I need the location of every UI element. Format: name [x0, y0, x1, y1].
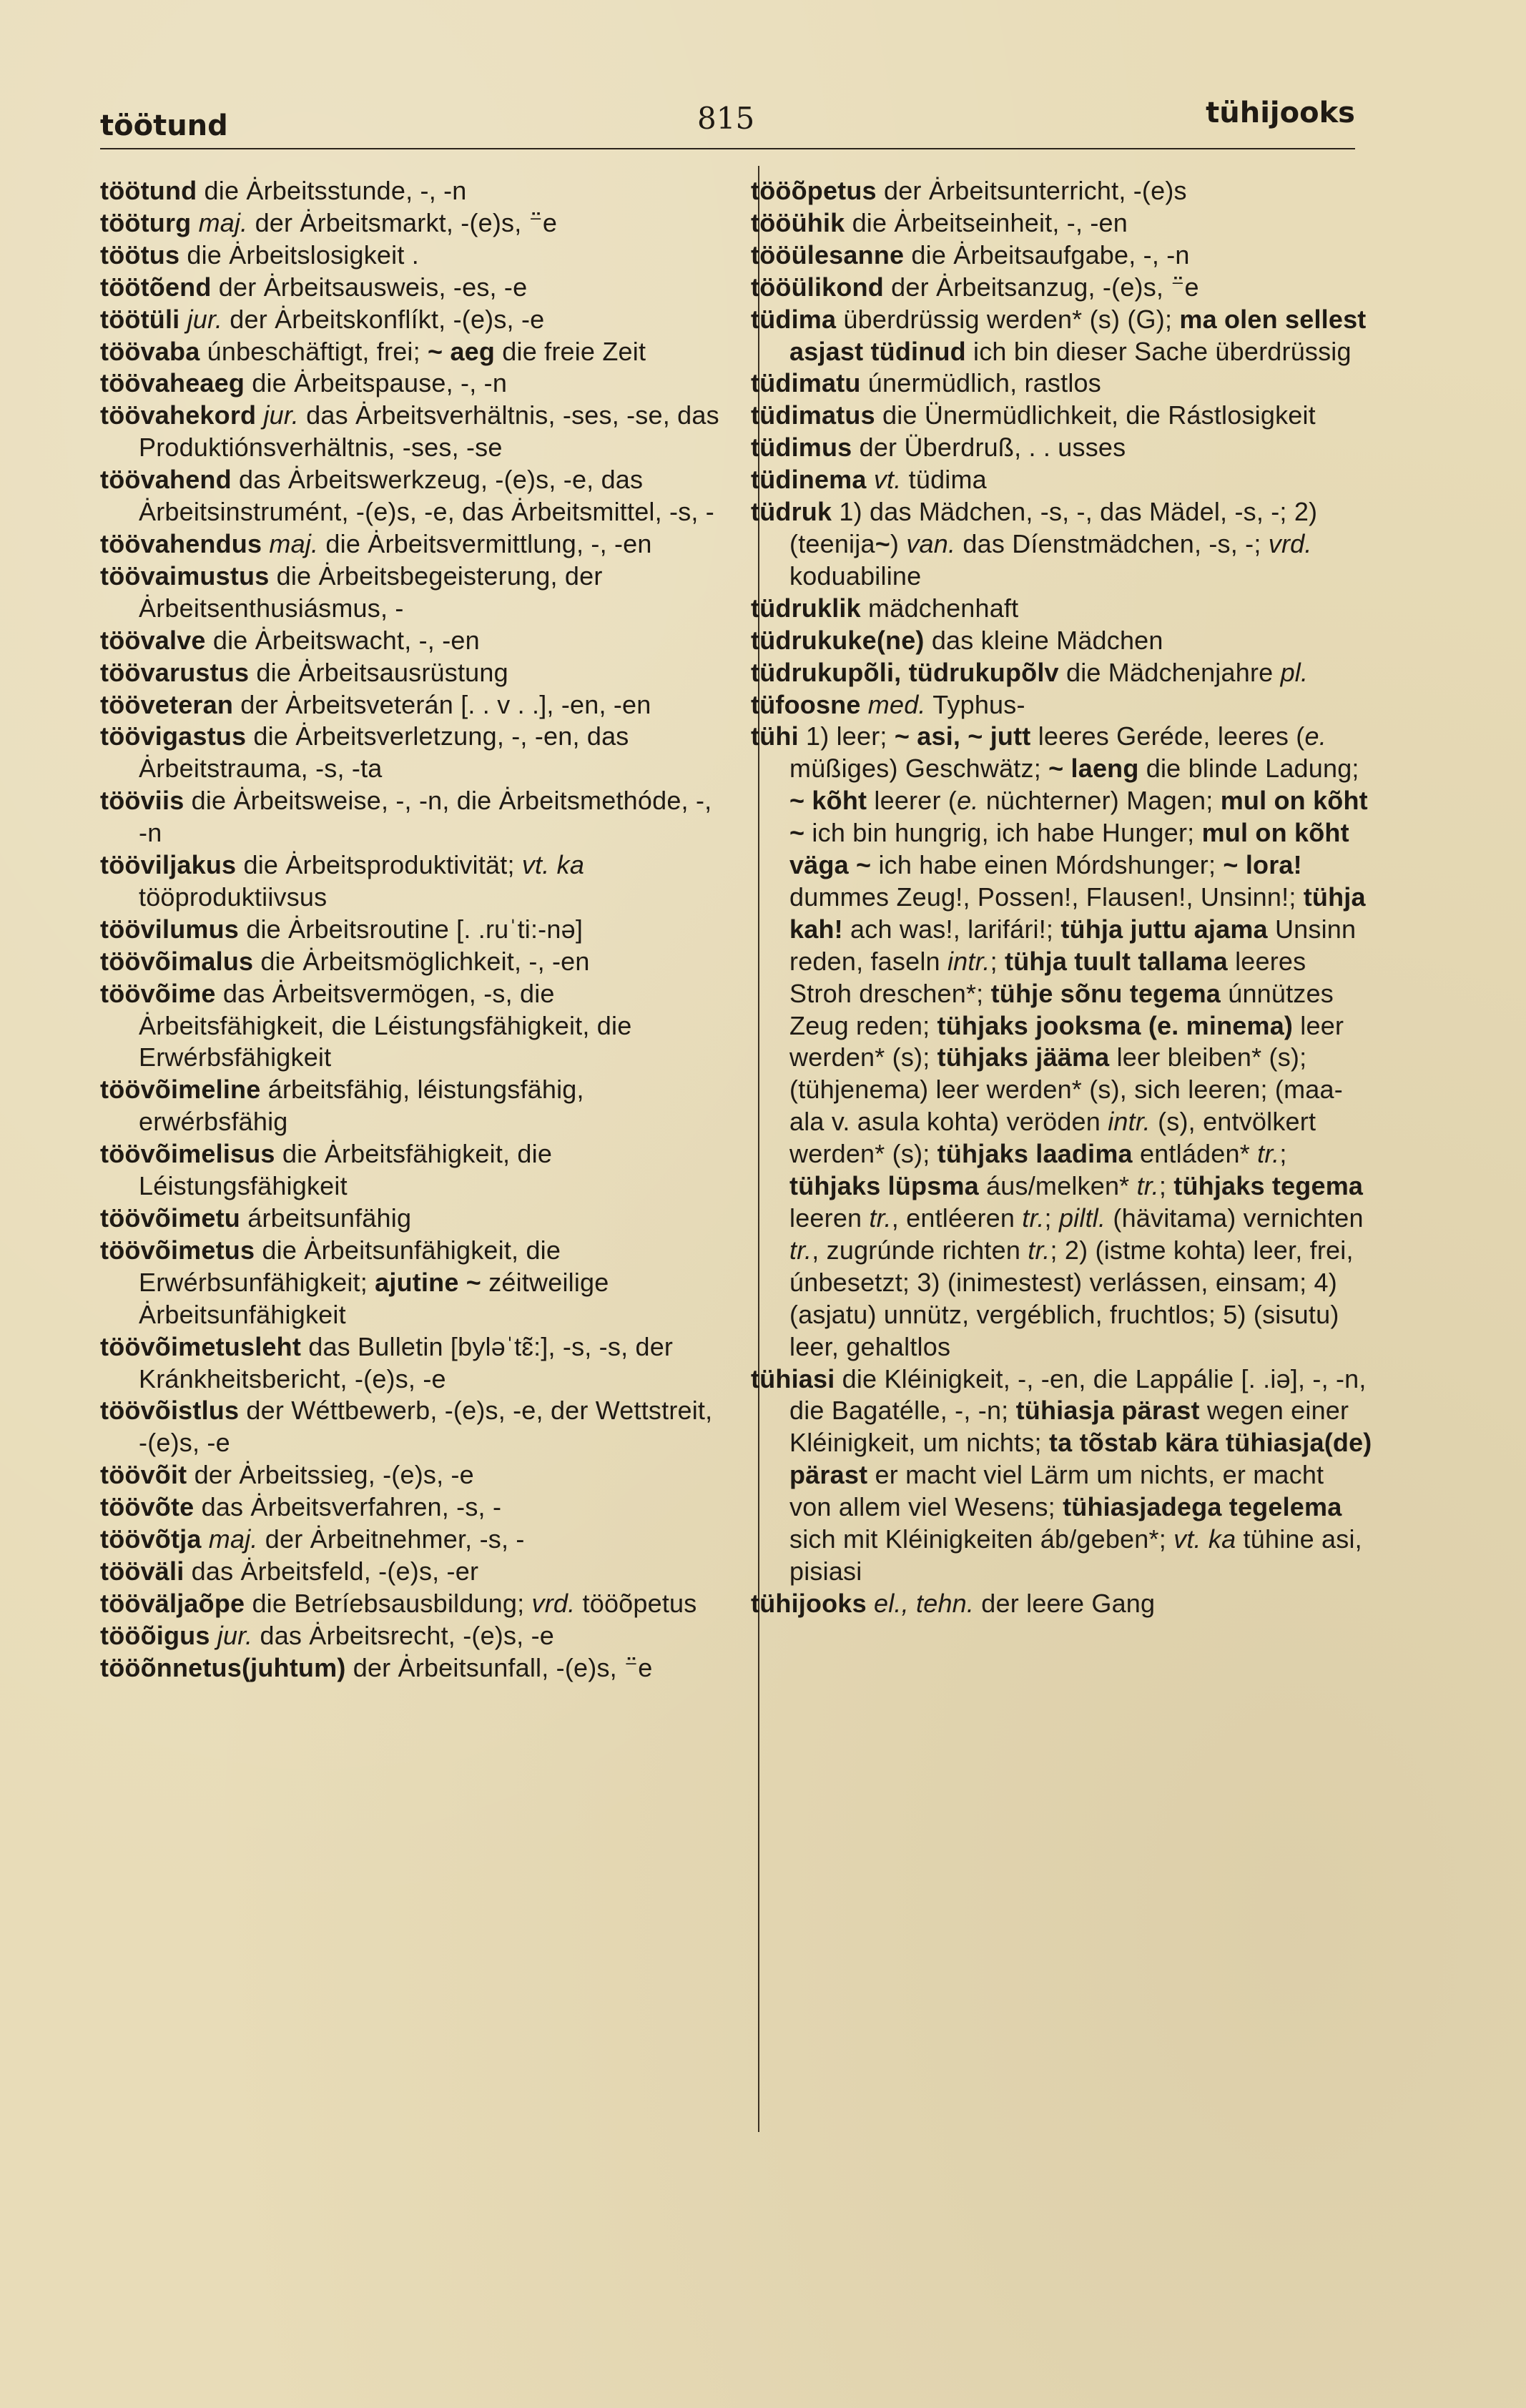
entry-label: maj. [269, 528, 319, 558]
entry-text: das Díenstmädchen, -s, -; [955, 528, 1269, 558]
entry-label: tr. [789, 1235, 812, 1265]
entry-text: tüdima [901, 465, 987, 495]
dictionary-entry [751, 367, 1373, 400]
entry-text: áus/melken* [978, 1171, 1137, 1201]
entry-headword: tüdima [751, 304, 837, 334]
dictionary-entry [100, 1491, 722, 1524]
entry-headword: töövalve [100, 625, 206, 655]
entry-text: der Ȧrbeitsausweis, -es, -e [211, 272, 528, 302]
entry-text: er macht viel Lärm um nichts, er macht von allem viel Wesens; [789, 1460, 1324, 1522]
entry-text: das Ȧrbeitsverfahren, -s, - [194, 1492, 502, 1522]
entry-text: der leere Gang [974, 1588, 1156, 1618]
dictionary-entry [100, 1138, 722, 1203]
dictionary-entry [751, 304, 1373, 368]
right-guide-word: tühijooks [1206, 97, 1355, 129]
dictionary-entry [100, 689, 722, 721]
entry-text: die Ȧrbeitsfähigkeit, die Léistungsfähigkeit [139, 1139, 553, 1201]
entry-headword: töövarustus [100, 657, 250, 687]
entry-text: ach was!, larifári!; [842, 914, 1061, 944]
entry-headword: ~ [875, 528, 890, 558]
dictionary-entry [100, 1074, 722, 1138]
entry-text: müßiges) Geschwätz; [789, 754, 1049, 784]
entry-headword: tühja kah! [789, 882, 1366, 944]
entry-text: leeres Stroh dreschen*; [789, 946, 1306, 1008]
entry-headword: töövilumus [100, 914, 240, 944]
entry-headword: tööühik [751, 207, 845, 237]
entry-text: der Ȧrbeitnehmer, -s, - [257, 1524, 525, 1554]
dictionary-entry [751, 240, 1373, 272]
entry-text [202, 1524, 209, 1554]
dictionary-entry [100, 367, 722, 400]
dictionary-entry [100, 272, 722, 304]
dictionary-entry [751, 175, 1373, 207]
entry-headword: ~ lora! [1223, 850, 1302, 880]
dictionary-entry [751, 400, 1373, 432]
entry-headword: tüdimatus [751, 400, 875, 430]
entry-headword: töövõimetus [100, 1235, 255, 1265]
header-rule [100, 148, 1355, 149]
entry-text: ; [990, 946, 1005, 976]
dictionary-entry [100, 785, 722, 849]
entry-text: Unsinn reden, faseln [789, 914, 1357, 976]
entry-label: tr. [1028, 1235, 1050, 1265]
entry-label: tr. [1022, 1203, 1045, 1233]
entry-headword: töövaheaeg [100, 368, 245, 398]
entry-headword: töövõimetusleht [100, 1331, 302, 1361]
entry-headword: mul on kõht väga ~ [789, 818, 1349, 880]
entry-text: leerer ( [867, 786, 958, 816]
entry-text [867, 1589, 874, 1618]
entry-text: das Ȧrbeitswerkzeug, -(e)s, -e, das Ȧrbeitsinstrumént, -(e)s, -e, das Ȧrbeitsmittel, -s, - [139, 465, 714, 527]
entry-text: die Ȧrbeitsstunde, -, -n [197, 176, 467, 205]
entry-headword: töövõtja [100, 1524, 202, 1554]
entry-text: der Wéttbewerb, -(e)s, -e, der Wettstreit, -(e)s, -e [139, 1396, 713, 1458]
entry-text: ich bin hungrig, ich habe Hunger; [804, 818, 1202, 848]
entry-text: die Ȧrbeitsunfähigkeit, die Erwérbsunfähigkeit; [139, 1235, 561, 1297]
entry-label: vrd. [1268, 528, 1312, 558]
dictionary-entry [751, 593, 1373, 625]
entry-text: únbeschäftigt, frei; [200, 336, 428, 366]
entry-text: leer werden* (s); [789, 1010, 1344, 1072]
entry-headword: töövõte [100, 1492, 195, 1522]
entry-text: das Ȧrbeitsfeld, -(e)s, -er [184, 1556, 479, 1586]
dictionary-entry [100, 1556, 722, 1588]
entry-text: der Ȧrbeitsunterricht, -(e)s [876, 176, 1187, 205]
entry-text: die blinde Ladung; [1138, 754, 1359, 784]
dictionary-entry [100, 528, 722, 561]
entry-headword: töövõime [100, 978, 216, 1008]
dictionary-entry [100, 1620, 722, 1652]
entry-text: das Ȧrbeitsrecht, -(e)s, -e [252, 1620, 554, 1650]
entry-headword: ~ aeg [428, 336, 496, 366]
entry-text: die Ȧrbeitsausrüstung [249, 657, 508, 687]
entry-headword: töötõend [100, 272, 212, 302]
entry-text: das Bulletin [bylǝˈtɛ̃:], -s, -s, der Kránkheitsbericht, -(e)s, -e [139, 1331, 674, 1393]
entry-headword: töövahekord [100, 400, 257, 430]
entry-text: únermüdlich, rastlos [860, 368, 1101, 398]
entry-headword: ~ kõht [789, 786, 867, 816]
entry-headword: töövõimelisus [100, 1139, 275, 1169]
entry-text: ich bin dieser Sache überdrüssig [965, 336, 1352, 366]
entry-text: der Ȧrbeitskonflíkt, -(e)s, -e [222, 304, 545, 334]
entry-text [867, 465, 874, 494]
entry-headword: tühjaks laadima [937, 1139, 1133, 1169]
entry-label: intr. [1108, 1107, 1151, 1137]
entry-text: árbeitsfähig, léistungsfähig, erwérbsfähig [139, 1075, 584, 1137]
entry-headword: tühi [751, 721, 799, 751]
dictionary-entry [100, 1652, 722, 1684]
entry-text: (s), entvölkert werden* (s); [789, 1107, 1316, 1169]
entry-text: die Mädchenjahre [1058, 657, 1281, 687]
dictionary-entry [100, 240, 722, 272]
entry-headword: tüdinema [751, 465, 867, 495]
entry-label: maj. [208, 1524, 258, 1554]
dictionary-entry [751, 1363, 1373, 1588]
entry-headword: tühjaks lüpsma [789, 1171, 979, 1201]
entry-headword: tööõnnetus(juhtum) [100, 1652, 346, 1682]
entry-headword: tööviljakus [100, 850, 237, 880]
dictionary-entry [751, 272, 1373, 304]
entry-label: jur. [187, 304, 223, 334]
entry-text: 1) leer; [798, 721, 895, 751]
entry-text: der Ȧrbeitssieg, -(e)s, -e [187, 1460, 474, 1490]
entry-text: das Ȧrbeitsvermögen, -s, die Ȧrbeitsfähigkeit, die Léistungsfähigkeit, die Erwérbsfähigkeit [139, 978, 632, 1072]
entry-headword: töövahend [100, 465, 232, 495]
entry-headword: tühja juttu ajama [1060, 914, 1268, 944]
entry-text [256, 400, 263, 430]
entry-label: jur. [217, 1620, 253, 1650]
entry-text: nüchterner) Magen; [978, 786, 1221, 816]
entry-text: der Ȧrbeitsanzug, -(e)s, ⁻̈e [883, 272, 1199, 302]
entry-text: der Ȧrbeitsunfall, -(e)s, ⁻̈e [345, 1652, 653, 1682]
dictionary-entry [751, 432, 1373, 464]
dictionary-entry [100, 400, 722, 464]
entry-headword: ta tõstab kära tühiasja(de) pärast [789, 1428, 1372, 1490]
entry-label: piltl. [1058, 1203, 1106, 1233]
dictionary-entry [751, 1588, 1373, 1620]
entry-headword: tüdruklik [751, 593, 861, 623]
entry-text [210, 1621, 217, 1650]
entry-text: die Ȧrbeitswacht, -, -en [205, 625, 480, 655]
entry-text: , entléeren [891, 1203, 1023, 1233]
entry-headword: ajutine ~ [375, 1267, 482, 1297]
dictionary-entry [751, 496, 1373, 593]
entry-headword: tüfoosne [751, 689, 861, 719]
dictionary-entry [100, 464, 722, 528]
dictionary-entry [751, 689, 1373, 721]
entry-label: van. [906, 528, 956, 558]
dictionary-entry [100, 625, 722, 657]
entry-text: leer bleiben* (s); (tühjenema) leer werden* (s), sich leeren; (maa-ala v. asula kohta) veröden [789, 1042, 1343, 1137]
entry-label: vt. ka [521, 850, 585, 880]
dictionary-entry [100, 561, 722, 625]
dictionary-entry [100, 1203, 722, 1235]
dictionary-entry [100, 1588, 722, 1620]
dictionary-entry [100, 336, 722, 368]
dictionary-entry [751, 657, 1373, 689]
dictionary-entry [100, 207, 722, 240]
entry-headword: tööõpetus [751, 176, 877, 205]
dictionary-entry [100, 1524, 722, 1556]
entry-text: tühine asi, pisiasi [789, 1524, 1362, 1586]
entry-text: die Ȧrbeitsweise, -, -n, die Ȧrbeitsmethóde, -, -n [139, 786, 712, 848]
entry-label: vrd. [531, 1588, 576, 1618]
entry-text: die Kléinigkeit, -, -en, die Lappálie [. .iǝ], -, -n, die Bagatélle, -, -n; [789, 1363, 1367, 1426]
entry-text: 1) das Mädchen, -s, -, das Mädel, -s, -; 2) (teenija [789, 497, 1318, 558]
right-column [751, 175, 1373, 1620]
entry-label: tr. [1136, 1171, 1159, 1201]
entry-label: vt. [873, 465, 902, 495]
entry-text [191, 208, 198, 237]
entry-text: wegen einer Kléinigkeit, um nichts; [789, 1396, 1349, 1458]
entry-label: el., tehn. [874, 1588, 975, 1618]
entry-text [262, 529, 269, 558]
entry-headword: töövahendus [100, 528, 262, 558]
entry-text: die Ȧrbeitsvermittlung, -, -en [318, 528, 652, 558]
dictionary-entry [100, 978, 722, 1075]
entry-headword: töövaimustus [100, 561, 270, 591]
entry-headword: tööülesanne [751, 240, 905, 270]
entry-label: tr. [1257, 1139, 1280, 1169]
entry-text [179, 305, 187, 334]
entry-text: ; [1279, 1139, 1287, 1169]
page-header [100, 97, 1355, 147]
entry-text: ) [890, 528, 907, 558]
dictionary-entry [100, 946, 722, 978]
entry-headword: ma olen sellest asjast tüdinud [789, 304, 1367, 366]
entry-text: zéitweilige Ȧrbeitsunfähigkeit [139, 1267, 609, 1329]
entry-label: intr. [947, 946, 990, 976]
entry-text: tööõpetus [575, 1588, 697, 1618]
entry-text: das Ȧrbeitsverhältnis, -ses, -se, das Produktiónsverhältnis, -ses, -se [139, 400, 719, 463]
entry-text: tööproduktiivsus [139, 882, 328, 912]
left-column [100, 175, 722, 1684]
entry-headword: tüdimus [751, 433, 852, 463]
entry-headword: töövõimetu [100, 1203, 240, 1233]
entry-text: die Ȧrbeitsproduktivität; [236, 850, 522, 880]
entry-headword: tööõigus [100, 1620, 210, 1650]
entry-label: vt. ka [1173, 1524, 1236, 1554]
entry-headword: tüdrukupõli, tüdrukupõlv [751, 657, 1059, 687]
dictionary-entry [100, 1395, 722, 1459]
entry-headword: tühiasjadega tegelema [1063, 1492, 1342, 1522]
entry-headword: tühjaks tegema [1173, 1171, 1364, 1201]
entry-headword: tühja tuult tallama [1005, 946, 1228, 976]
entry-text: leeren [789, 1203, 870, 1233]
entry-headword: töövõimeline [100, 1075, 261, 1105]
dictionary-entry [100, 304, 722, 336]
dictionary-entry [100, 914, 722, 946]
entry-text: der Überdruß, . . usses [852, 433, 1126, 463]
entry-label: e. [1304, 721, 1326, 751]
entry-text: Typhus- [925, 689, 1025, 719]
entry-text: die Ȧrbeitsaufgabe, -, -n [904, 240, 1190, 270]
entry-text: der Ȧrbeitsmarkt, -(e)s, ⁻̈e [247, 207, 558, 237]
entry-text: die Ȧrbeitsroutine [. .ruˈti:-nə] [239, 914, 584, 944]
entry-text: die Ȧrbeitsbegeisterung, der Ȧrbeitsenthusiásmus, - [139, 561, 603, 623]
entry-label: pl. [1280, 657, 1309, 687]
dictionary-entry [100, 1331, 722, 1396]
entry-text: ; 2) (istme kohta) leer, frei, únbesetzt; 3) (inimestest) verlássen, einsam; 4) (asjatu) unnütz, vergéblich, fruchtlos; 5) (sisutu) leer, gehaltlos [789, 1235, 1354, 1361]
dictionary-entry [100, 849, 722, 914]
entry-headword: tööviis [100, 786, 184, 816]
entry-headword: tühjaks jooksma (e. minema) [937, 1010, 1294, 1040]
entry-label: maj. [198, 207, 248, 237]
entry-text: ich habe einen Mórdshunger; [871, 850, 1224, 880]
entry-text: sich mit Kléinigkeiten áb/geben*; [789, 1524, 1174, 1554]
entry-headword: töövõit [100, 1460, 187, 1490]
entry-headword: tööväljaõpe [100, 1588, 245, 1618]
entry-text: überdrüssig werden* (s) (G); [836, 304, 1180, 334]
entry-headword: tööülikond [751, 272, 884, 302]
entry-text [861, 690, 868, 719]
dictionary-entry [100, 657, 722, 689]
entry-text: árbeitsunfähig [240, 1203, 412, 1233]
entry-headword: töövõistlus [100, 1396, 240, 1426]
dictionary-entry [751, 464, 1373, 496]
entry-headword: tüdimatu [751, 368, 861, 398]
entry-text: únnützes Zeug reden; [789, 978, 1334, 1040]
dictionary-entry [100, 721, 722, 785]
dictionary-entry [751, 625, 1373, 657]
entry-text: mädchenhaft [860, 593, 1019, 623]
entry-text: die Ȧrbeitspause, -, -n [245, 368, 508, 398]
entry-headword: ~ asi, ~ jutt [894, 721, 1031, 751]
entry-headword: tüdruk [751, 497, 832, 527]
entry-headword: tüdrukuke(ne) [751, 625, 925, 655]
entry-headword: töövaba [100, 336, 200, 366]
entry-headword: mul on kõht ~ [789, 786, 1368, 848]
entry-headword: tühiasi [751, 1363, 835, 1393]
entry-headword: tööväli [100, 1556, 184, 1586]
entry-text: der Ȧrbeitsveterán [. . v . .], -en, -en [233, 689, 651, 719]
dictionary-entry [751, 207, 1373, 240]
dictionary-entry [100, 1459, 722, 1491]
left-guide-word: töötund [100, 109, 228, 142]
entry-text: das kleine Mädchen [924, 625, 1163, 655]
page-number: 815 [697, 101, 755, 136]
dictionary-entry [100, 1235, 722, 1331]
dictionary-entry [100, 175, 722, 207]
entry-headword: tühjaks jääma [937, 1042, 1110, 1072]
entry-headword: tühijooks [751, 1588, 867, 1618]
entry-headword: tööturg [100, 207, 192, 237]
entry-text: (hävitama) vernichten [1106, 1203, 1364, 1233]
entry-headword: töövigastus [100, 721, 247, 751]
entry-text: die Betríebsausbildung; [245, 1588, 532, 1618]
entry-text: die Ȧrbeitsmöglichkeit, -, -en [253, 946, 590, 976]
entry-headword: töötüli [100, 304, 180, 334]
entry-text: ; [1044, 1203, 1059, 1233]
entry-headword: töövõimalus [100, 946, 254, 976]
entry-text: entláden* [1132, 1139, 1258, 1169]
entry-headword: töötund [100, 176, 197, 205]
entry-label: tr. [869, 1203, 892, 1233]
entry-text: leeres Geréde, leeres ( [1030, 721, 1305, 751]
dictionary-entry [751, 721, 1373, 1363]
entry-headword: tühiasja pärast [1015, 1396, 1200, 1426]
entry-headword: ~ laeng [1048, 754, 1139, 784]
entry-text: , zugrúnde richten [812, 1235, 1028, 1265]
entry-headword: tühje sõnu tegema [990, 978, 1221, 1008]
entry-text: dummes Zeug!, Possen!, Flausen!, Unsinn!; [789, 882, 1304, 912]
entry-text: die Ünermüdlichkeit, die Rástlosigkeit [875, 400, 1316, 430]
entry-text: die freie Zeit [495, 336, 646, 366]
entry-text: koduabiline [789, 561, 922, 591]
entry-headword: tööveteran [100, 689, 234, 719]
entry-label: med. [867, 689, 926, 719]
entry-text: die Ȧrbeitsverletzung, -, -en, das Ȧrbeitstrauma, -s, -ta [139, 721, 629, 784]
entry-text: ; [1158, 1171, 1174, 1201]
entry-label: e. [957, 786, 979, 816]
entry-text: die Ȧrbeitslosigkeit . [179, 240, 419, 270]
entry-label: jur. [263, 400, 299, 430]
entry-text: die Ȧrbeitseinheit, -, -en [845, 207, 1128, 237]
entry-headword: töötus [100, 240, 180, 270]
